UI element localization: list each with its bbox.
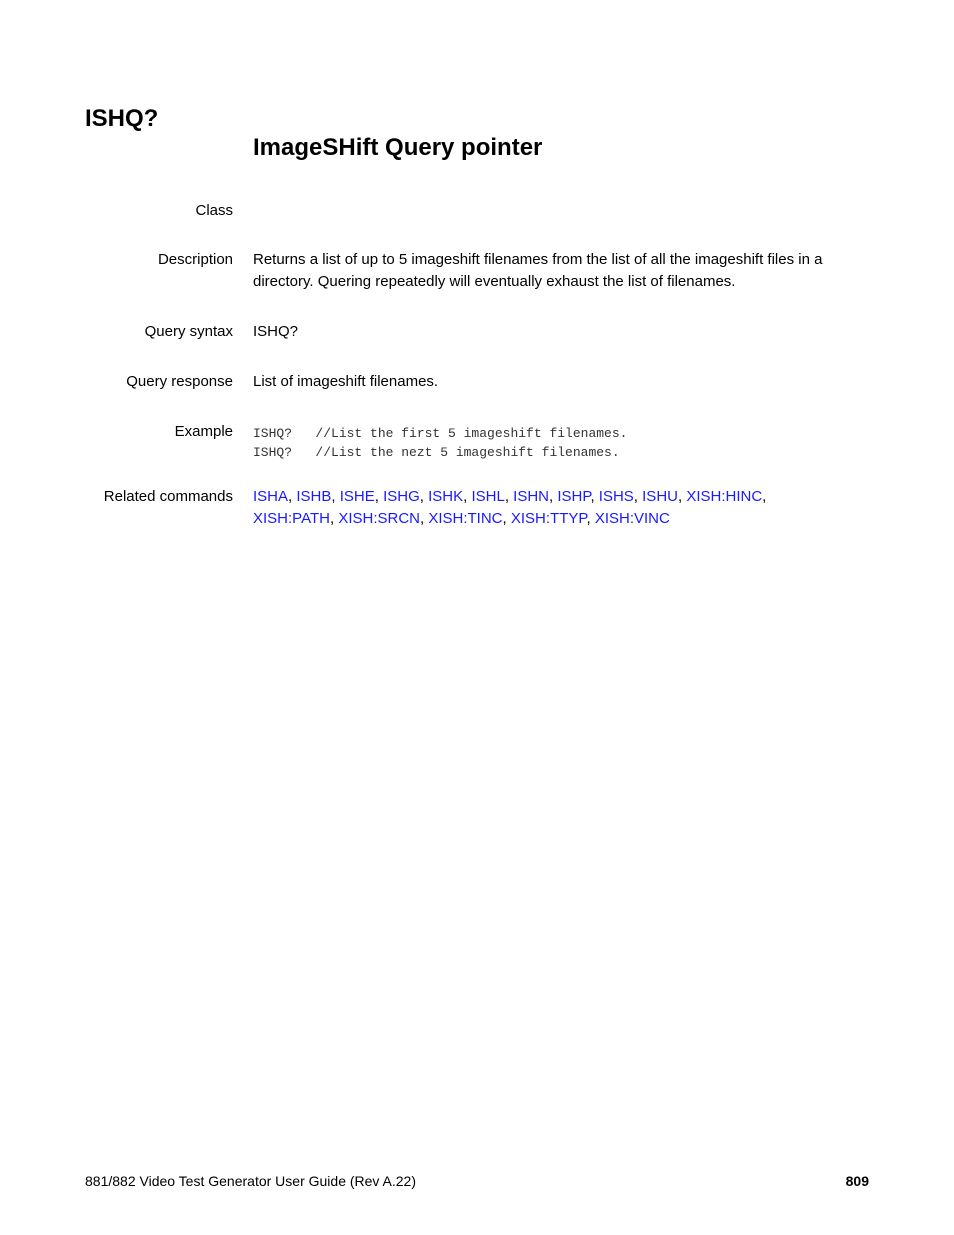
related-command-link[interactable]: ISHN bbox=[513, 488, 550, 505]
link-separator: , bbox=[331, 488, 340, 505]
related-command-link[interactable]: ISHG bbox=[383, 488, 420, 505]
link-separator: , bbox=[374, 488, 384, 505]
related-command-link[interactable]: ISHL bbox=[471, 488, 505, 505]
command-title: ISHQ? bbox=[85, 105, 159, 132]
link-separator: , bbox=[288, 488, 297, 505]
link-separator: , bbox=[502, 510, 511, 527]
link-separator: , bbox=[586, 510, 595, 527]
description-value: Returns a list of up to 5 imageshift filenames from the list of all the imageshift files in a directory. Quering repeatedly will eventually exhaust the list of filenames. bbox=[253, 251, 823, 290]
link-separator: , bbox=[329, 510, 339, 527]
example-label: Example bbox=[174, 423, 233, 440]
query-response-value: List of imageshift filenames. bbox=[253, 373, 439, 390]
related-commands-list bbox=[253, 486, 813, 530]
footer-guide-title: 881/882 Video Test Generator User Guide (Rev A.22) bbox=[85, 1173, 417, 1189]
related-command-link[interactable]: XISH:HINC bbox=[686, 488, 763, 505]
related-command-link[interactable]: ISHU bbox=[642, 488, 678, 505]
related-command-link[interactable]: ISHA bbox=[253, 488, 289, 505]
query-syntax-value: ISHQ? bbox=[253, 323, 299, 340]
example-code-line: ISHQ? //List the first 5 imageshift filenames. bbox=[253, 426, 628, 441]
related-command-link[interactable]: XISH:TTYP bbox=[510, 510, 587, 527]
related-commands-label: Related commands bbox=[103, 488, 233, 505]
related-command-link[interactable]: ISHE bbox=[339, 488, 375, 505]
link-separator: , bbox=[549, 488, 558, 505]
class-label: Class bbox=[195, 202, 233, 219]
link-separator: , bbox=[633, 488, 643, 505]
related-command-link[interactable]: XISH:TINC bbox=[428, 510, 503, 527]
link-separator: , bbox=[504, 488, 514, 505]
query-syntax-label: Query syntax bbox=[144, 323, 233, 340]
example-code-block bbox=[253, 421, 853, 462]
link-separator: , bbox=[419, 488, 429, 505]
link-separator: , bbox=[463, 488, 472, 505]
link-separator: , bbox=[762, 488, 767, 505]
command-subtitle: ImageSHift Query pointer bbox=[253, 134, 543, 161]
related-command-link[interactable]: XISH:SRCN bbox=[338, 510, 420, 527]
related-command-link[interactable]: XISH:PATH bbox=[253, 510, 330, 527]
related-command-link[interactable]: ISHP bbox=[557, 488, 591, 505]
link-separator: , bbox=[590, 488, 599, 505]
example-code-line: ISHQ? //List the nezt 5 imageshift filenames. bbox=[253, 445, 620, 460]
description-label: Description bbox=[157, 251, 233, 268]
related-command-link[interactable]: XISH:VINC bbox=[594, 510, 670, 527]
link-separator: , bbox=[677, 488, 687, 505]
related-command-link[interactable]: ISHB bbox=[296, 488, 332, 505]
query-response-label: Query response bbox=[126, 373, 233, 390]
related-command-link[interactable]: ISHK bbox=[428, 488, 464, 505]
link-separator: , bbox=[420, 510, 429, 527]
related-command-link[interactable]: ISHS bbox=[598, 488, 634, 505]
footer-page-number: 809 bbox=[845, 1173, 869, 1189]
